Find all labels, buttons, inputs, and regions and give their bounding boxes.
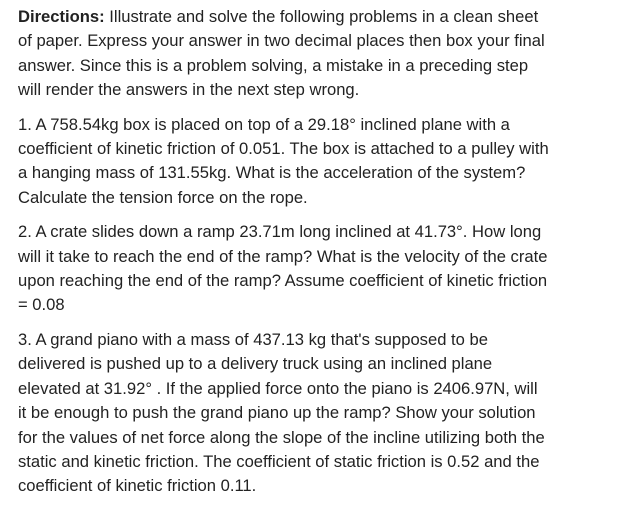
directions-text: Illustrate and solve the following problems in a clean sheet of paper. Express your answer in two decimal places then box your final answer. Since this is a problem solving, a mistake in a preceding step will render the answers in the next step wrong.	[18, 7, 545, 100]
document-page	[18, 5, 624, 509]
directions-paragraph	[18, 5, 624, 103]
directions-label: Directions:	[18, 7, 105, 26]
problem-1: 1. A 758.54kg box is placed on top of a 29.18° inclined plane with a coefficient of kinetic friction of 0.051. The box is attached to a pulley with a hanging mass of 131.55kg. What is the acceleration of the system? Calculate the tension force on the rope.	[18, 114, 549, 207]
problem-2: 2. A crate slides down a ramp 23.71m long inclined at 41.73°. How long will it take to reach the end of the ramp? What is the velocity of the crate upon reaching the end of the ramp? Assume coefficient of kinetic friction = 0.08	[18, 222, 548, 315]
problem-3: 3. A grand piano with a mass of 437.13 kg that's supposed to be delivered is pushed up to a delivery truck using an inclined plane elevated at 31.92° . If the applied force onto the piano is 2406.97N, will it be enough to push the grand piano up the ramp? Show your solution for the values of net force along the slope of the incline utilizing both the static and kinetic friction. The coefficient of static friction is 0.52 and the coefficient of kinetic friction 0.11.	[18, 329, 545, 496]
